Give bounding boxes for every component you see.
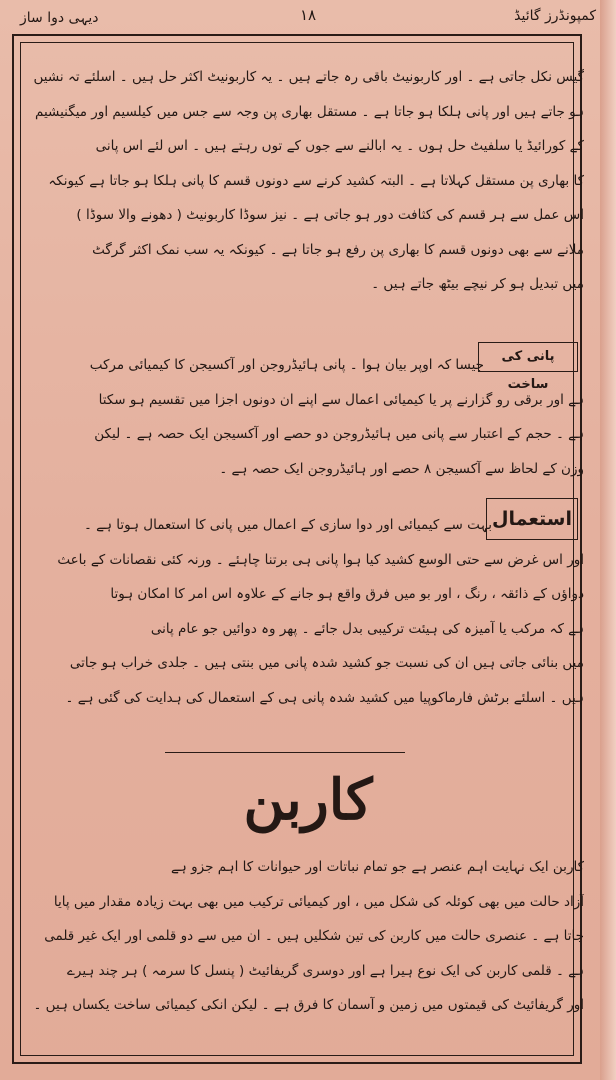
text-line: ہے ۔ حجم کے اعتبار سے پانی میں ہائیڈروجن دو حصے اور آکسیجن ایک حصہ ہے ۔ لیکن bbox=[94, 426, 584, 442]
text-line: اس عمل سے ہر قسم کی کثافت دور ہو جاتی ہے ۔ نیز سوڈا کاربونیٹ ( دھونے والا سوڈا ) bbox=[76, 207, 584, 223]
text-line: کاربن ایک نہایت اہم عنصر ہے جو تمام نباتات اور حیوانات کا اہم جزو ہے bbox=[170, 859, 584, 875]
section-divider bbox=[165, 752, 405, 753]
book-subtitle: دیہی دوا ساز bbox=[20, 10, 99, 26]
page-edge bbox=[600, 0, 616, 1080]
text-line: آزاد حالت میں بھی کوئلہ کی شکل میں ، اور کیمیائی ترکیب میں بھی بہت زیادہ مقدار میں پایا bbox=[53, 893, 584, 910]
text-line: اور گریفائیٹ کی قیمتوں میں زمین و آسمان کا فرق ہے ۔ لیکن انکی کیمیائی ساخت یکساں ہیں ۔ bbox=[33, 997, 584, 1013]
section-label-usage: استعمال bbox=[486, 498, 578, 540]
text-line: جیسا کہ اوپر بیان ہوا ۔ پانی ہائیڈروجن اور آکسیجن کا کیمیائی مرکب bbox=[89, 357, 484, 373]
page-number: ۱۸ bbox=[299, 6, 317, 24]
text-line: دواؤں کے ذائقہ ، رنگ ، اور بو میں فرق واقع ہو جانے کے علاوہ اس امر کا امکان ہوتا bbox=[110, 586, 584, 602]
text-line: ہے اور برقی رو گزارنے پر یا کیمیائی اعمال سے اپنے ان دونوں اجزا میں تقسیم ہو سکتا bbox=[98, 391, 584, 408]
paragraph-water-structure bbox=[18, 348, 584, 486]
text-line: گیس نکل جاتی ہے ۔ اور کاربونیٹ باقی رہ جاتے ہیں ۔ یہ کاربونیٹ اکثر حل ہیں ۔ اسلئے تہ نشیں bbox=[33, 69, 584, 85]
text-line: ملانے سے بھی دونوں قسم کا بھاری پن رفع ہو جاتا ہے ۔ کیونکہ یہ سب نمک اکثر گرگٹ bbox=[92, 241, 584, 258]
text-line: کا بھاری پن مستقل کہلاتا ہے ۔ البتہ کشید کرنے سے دونوں قسم کا پانی ہلکا ہو جاتا ہے کیونکہ bbox=[48, 172, 584, 189]
text-line: ہو جاتے ہیں اور پانی ہلکا ہو جاتا ہے ۔ مستقل بھاری پن وجہ سے جس میں کیلسیم اور میگنیشیم bbox=[35, 103, 584, 120]
section-label-water-structure: پانی کی ساخت bbox=[478, 342, 578, 372]
text-line: اور اس غرض سے حتی الوسع کشید کیا ہوا پانی ہی برتنا چاہئے ۔ ورنہ کئی نقصانات کے باعث bbox=[57, 551, 584, 568]
paragraph-hard-water bbox=[18, 60, 584, 302]
section-heading-carbon: کاربن bbox=[243, 767, 373, 833]
text-line: میں تبدیل ہو کر نیچے بیٹھ جاتے ہیں ۔ bbox=[371, 276, 584, 292]
text-line: ہیں ۔ اسلئے برٹش فارماکوپیا میں کشید شدہ پانی ہی کے استعمال کی ہدایت کی گئی ہے ۔ bbox=[65, 689, 584, 706]
paragraph-usage bbox=[18, 508, 584, 715]
text-line: ہے کہ مرکب یا آمیزہ کی ہیئت ترکیبی بدل جائے ۔ پھر وہ دوائیں جو عام پانی bbox=[150, 620, 584, 637]
paragraph-carbon bbox=[18, 850, 584, 1023]
text-line: وزن کے لحاظ سے آکسیجن ۸ حصے اور ہائیڈروجن ایک حصہ ہے ۔ bbox=[219, 460, 584, 477]
text-line: جاتا ہے ۔ عنصری حالت میں کاربن کی تین شکلیں ہیں ۔ ان میں سے دو قلمی اور ایک غیر قلمی bbox=[44, 928, 584, 944]
page-header bbox=[20, 4, 596, 30]
text-line: بہت سے کیمیائی اور دوا سازی کے اعمال میں پانی کا استعمال ہوتا ہے ۔ bbox=[83, 517, 492, 533]
text-line: ہے ۔ قلمی کاربن کی ایک نوع ہیرا ہے اور دوسری گریفائیٹ ( پنسل کا سرمہ ) ہر چند ہیرے bbox=[67, 962, 584, 979]
text-line: کے کورائیڈ یا سلفیٹ حل ہوں ۔ یہ ابالنے سے جوں کے توں رہتے ہیں ۔ اس لئے اس پانی bbox=[95, 138, 584, 154]
text-line: میں بنائی جاتی ہیں ان کی نسبت جو کشید شدہ پانی میں بنتی ہیں ۔ جلدی خراب ہو جاتی bbox=[69, 655, 584, 671]
book-title: کمپونڈرز گائیڈ bbox=[514, 8, 596, 24]
